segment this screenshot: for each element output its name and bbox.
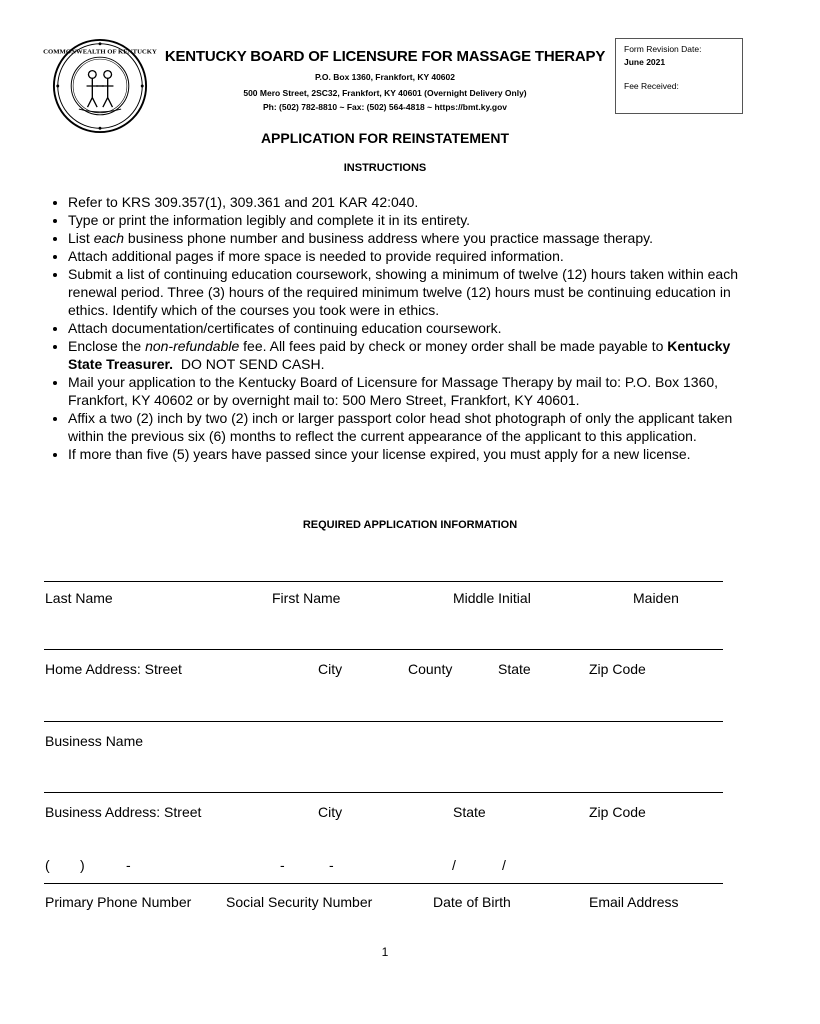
form-title: APPLICATION FOR REINSTATEMENT [260,130,510,146]
contact-input-line[interactable] [44,883,723,884]
name-input-line[interactable] [44,581,723,582]
ssn-dash-2: - [329,857,334,873]
maiden-label: Maiden [633,590,679,606]
list-item: • Type or print the information legibly and complete it in its entirety. [68,211,768,229]
payee-name: Kentucky State Treasurer. [68,338,731,372]
list-item: • If more than five (5) years have passed since your license expired, you must apply for a new license. [68,445,768,463]
list-item [68,337,768,373]
list-item: • Mail your application to the Kentucky Board of Licensure for Massage Therapy by mail to: P.O. Box 1360, Frankfort, KY 40602 or by overnight mail to: 500 Mero Street, Frankfort, KY 40601. [68,373,768,409]
fee-received-label: Fee Received: [624,81,679,91]
required-info-heading: REQUIRED APPLICATION INFORMATION [302,519,518,531]
dob-slash-1: / [452,857,456,873]
revision-date: June 2021 [624,57,666,67]
business-city-label: City [318,804,343,820]
bullet-emphasis: non-refundable [145,338,240,354]
bullet-emphasis: each [93,230,125,246]
instructions-list [20,193,768,463]
business-state-label: State [453,804,486,820]
overnight-address: 500 Mero Street, 2SC32, Frankfort, KY 40601 (Overnight Delivery Only) [243,88,527,98]
phone-label: Primary Phone Number [45,894,192,910]
home-county-label: County [408,661,453,677]
instructions-heading: INSTRUCTIONS [343,162,427,174]
home-street-label: Home Address: Street [45,661,182,677]
business-name-input-line[interactable] [44,721,723,722]
home-zip-label: Zip Code [589,661,646,677]
bullet-text: DO NOT SEND CASH. [173,356,325,372]
business-street-label: Business Address: Street [45,804,202,820]
contact-line: Ph: (502) 782-8810 ~ Fax: (502) 564-4818 ~ https://bmt.ky.gov [262,102,508,112]
list-item: • Affix a two (2) inch by two (2) inch or larger passport color head shot photograph of only the applicant taken within the previous six (6) months to reflect the current appearance of the applicant to this application. [68,409,768,445]
kentucky-seal-logo [43,38,157,134]
bullet-text: List [68,230,94,246]
list-item: • Attach documentation/certificates of continuing education coursework. [68,319,768,337]
home-city-label: City [318,661,343,677]
phone-open-paren: ( [45,857,50,873]
ssn-label: Social Security Number [226,894,373,910]
dob-label: Date of Birth [433,894,511,910]
middle-initial-label: Middle Initial [453,590,531,606]
business-zip-label: Zip Code [589,804,646,820]
phone-close-paren: ) [80,857,85,873]
email-label: Email Address [589,894,679,910]
business-name-label: Business Name [45,733,144,749]
revision-label: Form Revision Date: [624,44,702,54]
bullet-text: Enclose the [68,338,146,354]
business-address-input-line[interactable] [44,792,723,793]
last-name-label: Last Name [45,590,113,606]
svg-text:COMMONWEALTH OF KENTUCKY: COMMONWEALTH OF KENTUCKY [43,48,157,56]
list-item [68,229,768,247]
bullet-text: fee. All fees paid by check or money order shall be made payable to [239,338,668,354]
revision-box [615,38,743,114]
home-address-input-line[interactable] [44,649,723,650]
list-item: • Attach additional pages if more space is needed to provide required information. [68,247,768,265]
board-title: KENTUCKY BOARD OF LICENSURE FOR MASSAGE THERAPY [164,48,606,65]
first-name-label: First Name [272,590,341,606]
dob-slash-2: / [502,857,506,873]
list-item: • Refer to KRS 309.357(1), 309.361 and 201 KAR 42:040. [68,193,768,211]
phone-dash: - [126,857,131,873]
home-state-label: State [498,661,531,677]
mail-address: P.O. Box 1360, Frankfort, KY 40602 [314,72,455,82]
ssn-dash-1: - [280,857,285,873]
bullet-text: business phone number and business address where you practice massage therapy. [124,230,653,246]
list-item: • Submit a list of continuing education coursework, showing a minimum of twelve (12) hours taken within each renewal period. Three (3) hours of the required minimum twelve (12) hours must be continuing education in ethics. Identify which of the courses you took were in ethics. [68,265,768,319]
page-number: 1 [381,945,389,959]
